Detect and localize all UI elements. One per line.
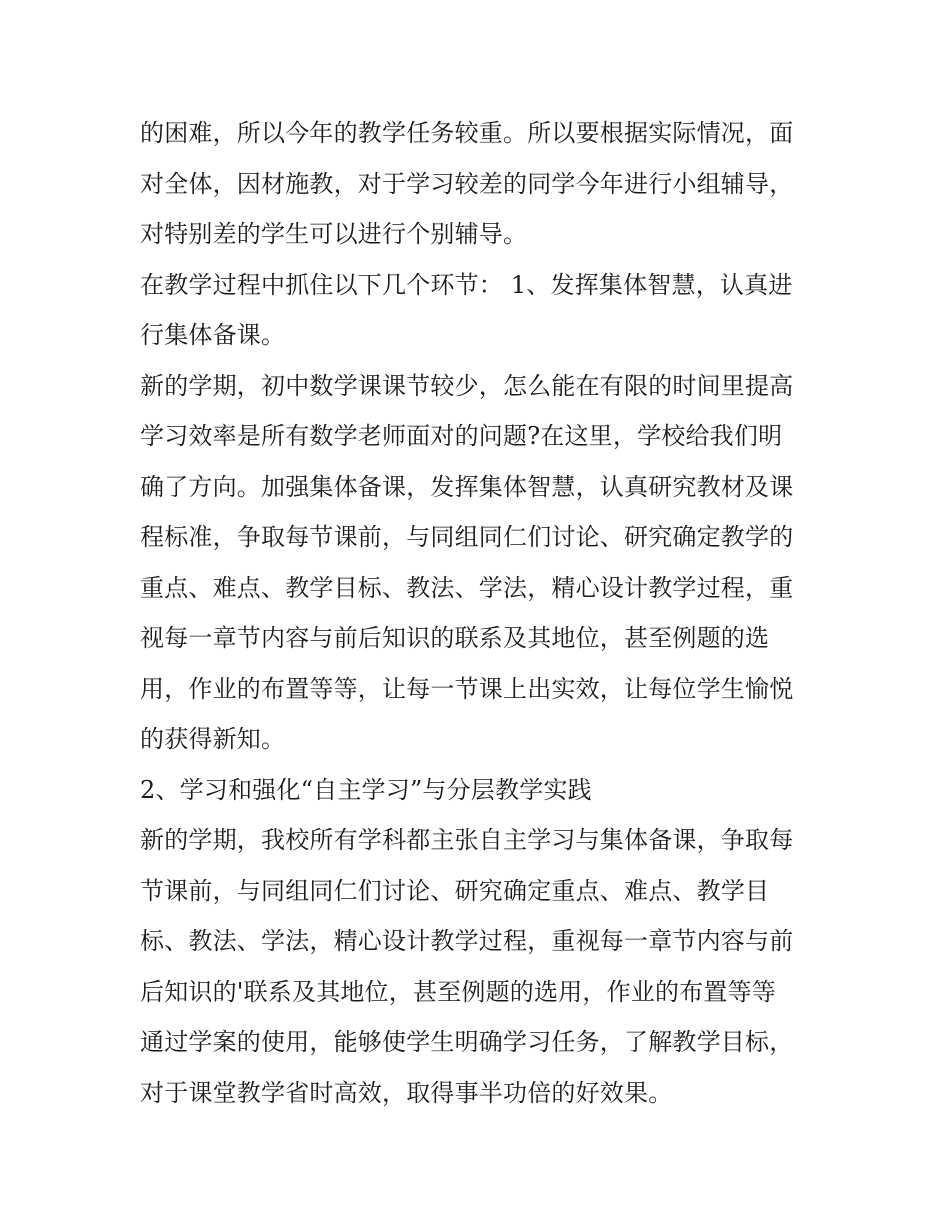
text-line: 的困难，所以今年的教学任务较重。所以要根据实际情况，面: [140, 119, 794, 147]
document-body: [140, 108, 820, 1118]
text-line: 新的学期，我校所有学科都主张自主学习与集体备课，争取每: [140, 826, 794, 854]
text-line: 确了方向。加强集体备课，发挥集体智慧，认真研究教材及课: [140, 472, 794, 501]
text-line: 后知识的'联系及其地位，甚至例题的选用，作业的布置等等: [140, 977, 776, 1006]
paragraph-1: [140, 108, 820, 260]
text-line: 的获得新知。: [140, 725, 286, 753]
text-line: 新的学期，初中数学课课节较少，怎么能在有限的时间里提高: [140, 371, 794, 400]
paragraph-3: [140, 361, 820, 765]
text-line: 视每一章节内容与前后知识的联系及其地位，甚至例题的选: [140, 624, 770, 652]
text-line: 程标准，争取每节课前，与同组同仁们讨论、研究确定教学的: [140, 523, 794, 551]
text-line: 对于课堂教学省时高效，取得事半功倍的好效果。: [140, 1078, 673, 1107]
text-line: 节课前，与同组同仁们讨论、研究确定重点、难点、教学目: [140, 876, 770, 905]
paragraph-2: [140, 260, 820, 361]
text-line: 对特别差的学生可以进行个别辅导。: [140, 220, 528, 248]
text-line: 标、教法、学法，精心设计教学过程，重视每一章节内容与前: [140, 927, 794, 955]
text-line: 在教学过程中抓住以下几个环节： 1、发挥集体智慧，认真进: [140, 270, 793, 299]
text-line: 学习效率是所有数学老师面对的问题?在这里，学校给我们明: [140, 422, 783, 450]
text-line: 行集体备课。: [140, 321, 286, 349]
text-line: 2、学习和强化“自主学习”与分层教学实践: [140, 775, 592, 804]
section-heading: [140, 765, 820, 816]
text-line: 对全体，因材施教，对于学习较差的同学今年进行小组辅导，: [140, 169, 794, 198]
text-line: 重点、难点、教学目标、教法、学法，精心设计教学过程，重: [140, 573, 794, 602]
text-line: 用，作业的布置等等，让每一节课上出实效，让每位学生愉悦: [140, 674, 794, 703]
paragraph-5: [140, 815, 820, 1118]
text-line: 通过学案的使用，能够使学生明确学习任务，了解教学目标，: [140, 1028, 794, 1056]
